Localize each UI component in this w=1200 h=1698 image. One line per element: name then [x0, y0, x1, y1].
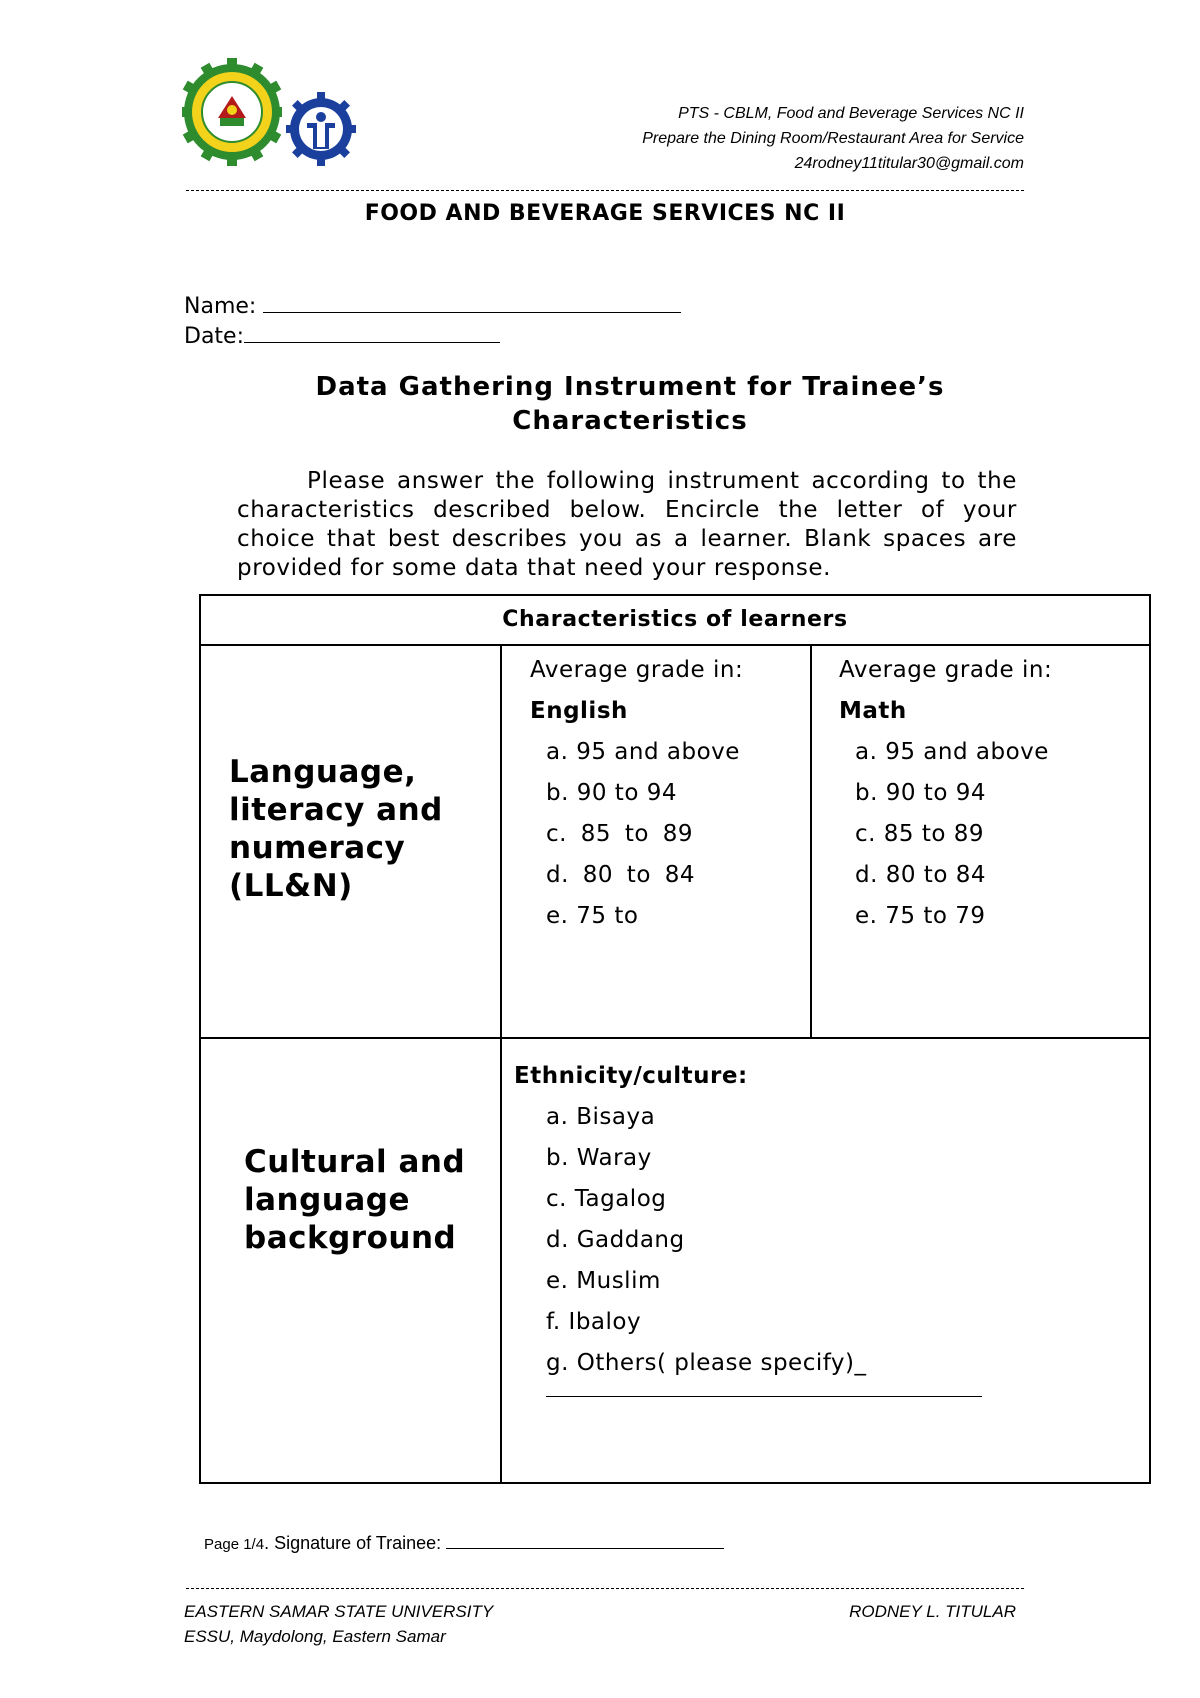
instrument-title	[184, 370, 1076, 438]
ethnicity-option-d[interactable]: d. Gaddang	[546, 1227, 685, 1253]
english-label-prefix: Average grade in:	[530, 657, 744, 683]
math-option-a[interactable]: a. 95 and above	[855, 739, 1049, 765]
ethnicity-option-a[interactable]: a. Bisaya	[546, 1104, 656, 1130]
characteristics-table	[199, 594, 1151, 1484]
english-label-subject: English	[530, 698, 628, 724]
table-header: Characteristics of learners	[502, 607, 848, 632]
date-blank-line[interactable]	[244, 324, 500, 343]
table-divider	[201, 644, 1149, 646]
english-option-e-clipped[interactable]: e. 75 to	[546, 903, 639, 929]
english-option-a[interactable]: a. 95 and above	[546, 739, 740, 765]
english-options	[530, 732, 792, 937]
english-label	[530, 650, 792, 732]
specify-blank-line[interactable]	[546, 1384, 982, 1397]
instrument-title-line-1: Data Gathering Instrument for Trainee’s	[315, 372, 945, 402]
category-cultural-background: Cultural and language background	[244, 1144, 466, 1256]
header-divider	[186, 190, 1024, 191]
english-option-d[interactable]: d. 80 to 84	[546, 862, 695, 888]
math-option-c[interactable]: c. 85 to 89	[855, 821, 985, 847]
date-field[interactable]	[184, 324, 500, 349]
math-subject: Math	[839, 698, 907, 724]
date-label: Date:	[184, 324, 244, 349]
page-number: Page 1/4	[204, 1536, 265, 1553]
tesda-logo	[286, 87, 356, 167]
signature-row	[204, 1533, 724, 1554]
ethnicity-cell	[514, 1056, 1134, 1476]
category-llandn: Language, literacy and numeracy (LL&N)	[229, 754, 443, 904]
table-divider	[201, 1037, 1149, 1039]
ethnicity-option-g[interactable]: g. Others( please specify)_	[546, 1350, 867, 1376]
english-option-c[interactable]: c. 85 to 89	[546, 821, 694, 847]
ethnicity-option-b[interactable]: b. Waray	[546, 1145, 652, 1171]
footer-university: EASTERN SAMAR STATE UNIVERSITY	[184, 1602, 494, 1621]
header-course-line: PTS - CBLM, Food and Beverage Services NC II	[678, 105, 1024, 122]
english-option-b[interactable]: b. 90 to 94	[546, 780, 677, 806]
name-field[interactable]	[184, 294, 681, 319]
ethnicity-option-e[interactable]: e. Muslim	[546, 1268, 661, 1294]
ethnicity-options	[514, 1097, 1134, 1384]
math-grade-cell	[839, 650, 1139, 1035]
math-option-b[interactable]: b. 90 to 94	[855, 780, 986, 806]
essu-seal-logo	[182, 50, 282, 170]
header-email: 24rodney11titular30@gmail.com	[794, 155, 1024, 172]
math-option-e[interactable]: e. 75 to 79	[855, 903, 986, 929]
header-module-line: Prepare the Dining Room/Restaurant Area for Service	[642, 130, 1024, 147]
english-grade-cell	[530, 650, 792, 1035]
footer-address: ESSU, Maydolong, Eastern Samar	[184, 1627, 446, 1646]
document-title: FOOD AND BEVERAGE SERVICES NC II	[364, 201, 846, 226]
instructions-text: Please answer the following instrument according to the characteristics described below. Encircle the letter of your choice that best describes you as a learner. Blank spaces are provided for some data that need your response.	[237, 468, 1017, 581]
ethnicity-label: Ethnicity/culture:	[514, 1063, 748, 1089]
signature-label: . Signature of Trainee:	[264, 1533, 442, 1553]
instrument-title-line-2: Characteristics	[512, 406, 748, 436]
instructions-paragraph	[237, 467, 1017, 583]
name-label: Name:	[184, 294, 257, 319]
math-option-d[interactable]: d. 80 to 84	[855, 862, 986, 888]
ethnicity-option-c[interactable]: c. Tagalog	[546, 1186, 667, 1212]
footer-divider	[186, 1588, 1024, 1589]
math-options	[839, 732, 1139, 937]
name-blank-line[interactable]	[263, 294, 681, 313]
signature-blank-line[interactable]	[446, 1534, 724, 1549]
ethnicity-option-f[interactable]: f. Ibaloy	[546, 1309, 642, 1335]
table-divider	[500, 644, 502, 1482]
math-label: Average grade in:	[839, 657, 1053, 683]
table-divider	[810, 644, 812, 1037]
footer-author: RODNEY L. TITULAR	[849, 1602, 1016, 1621]
